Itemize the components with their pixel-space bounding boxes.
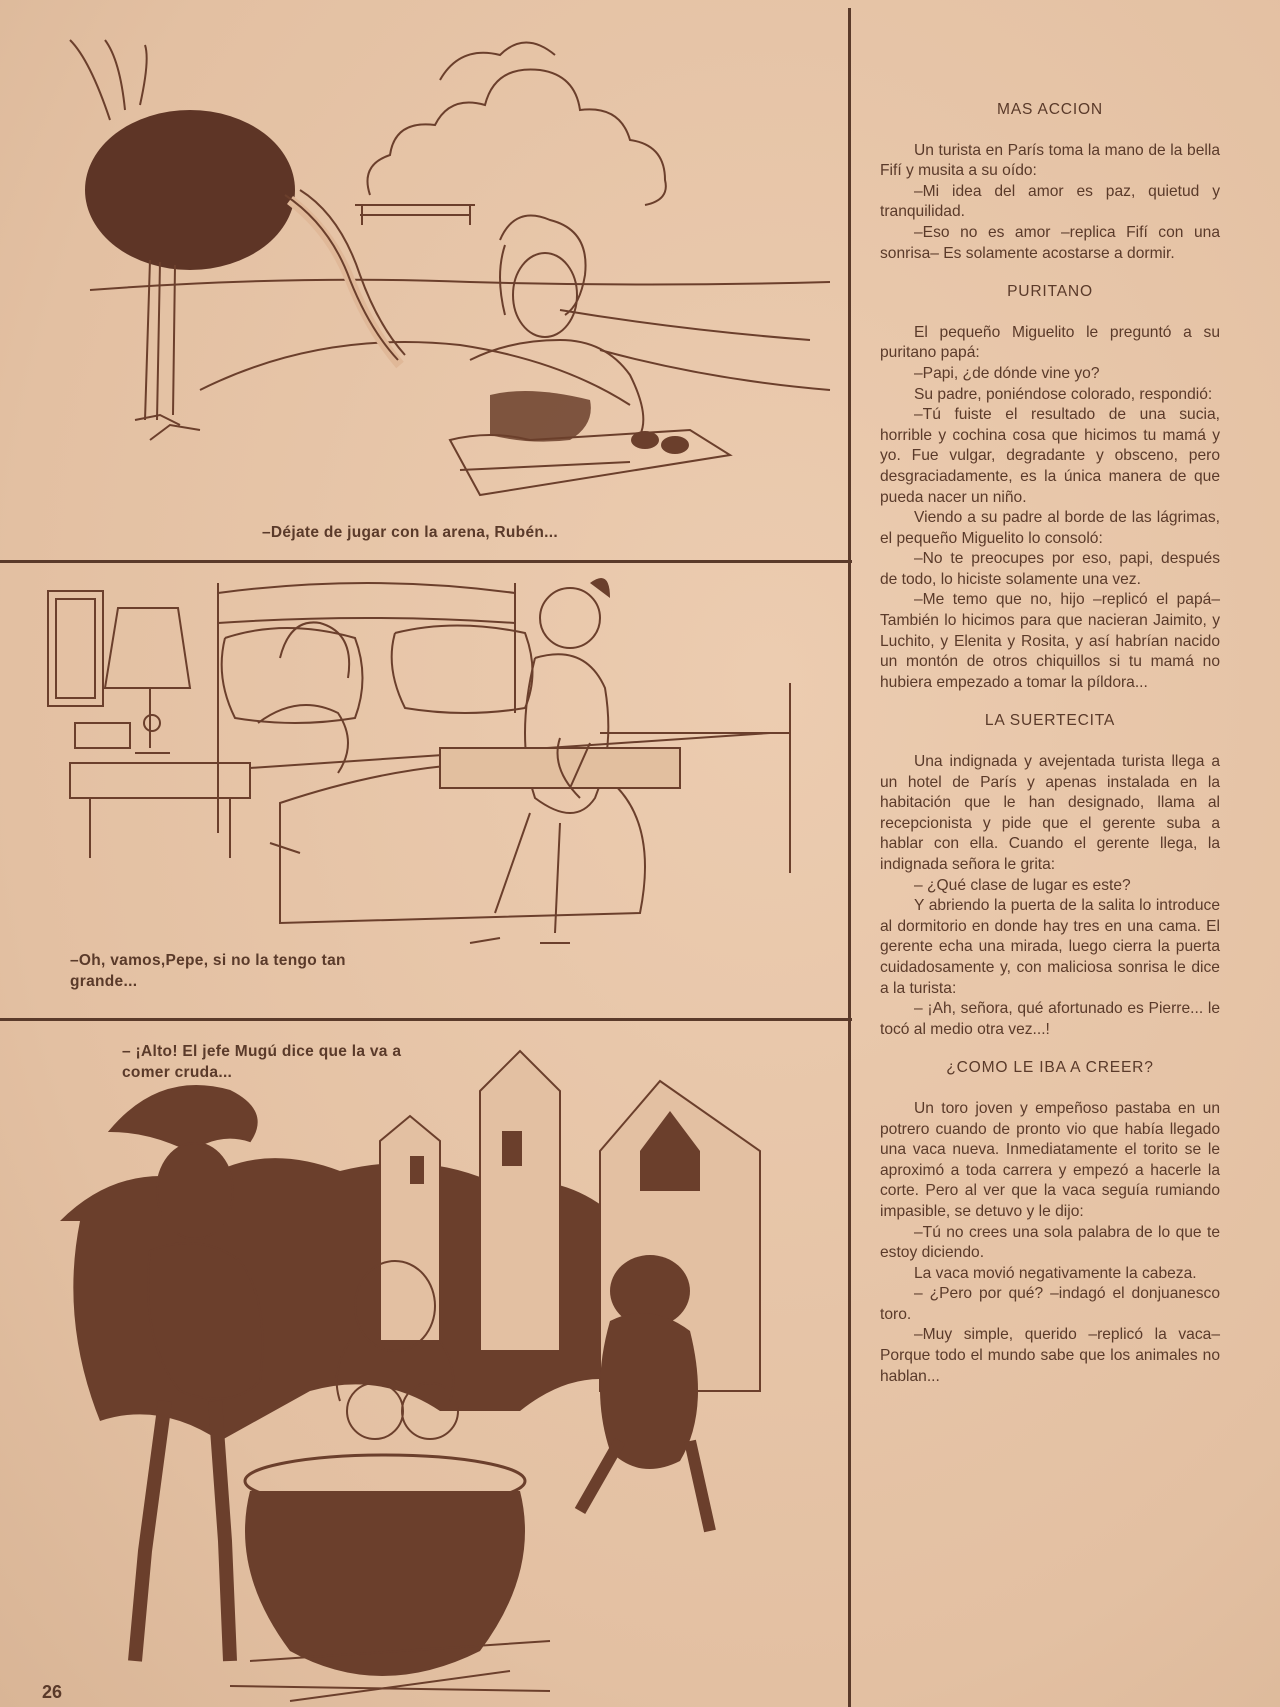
page-number: 26 xyxy=(42,1682,63,1702)
cartoon-panel-beach xyxy=(0,0,848,560)
story-paragraph: La vaca movió negativamente la cabeza. xyxy=(914,1264,1197,1282)
story-paragraph: Su padre, poniéndose colorado, respondió: xyxy=(914,385,1213,403)
beach-illustration xyxy=(0,0,848,560)
story-paragraph: – ¿Pero por qué? –indagó el donjuanesco toro. xyxy=(880,1285,1220,1323)
story-paragraph: –Tú fuiste el resultado de una sucia, horrible y cochina cosa que hicimos tu mamá y yo. Fue vulgar, degradante y obsceno, pero desgraciadamente, es la única manera de que pueda nacer un niño. xyxy=(880,406,1220,506)
caption-beach: –Déjate de jugar con la arena, Rubén... xyxy=(262,524,558,541)
story-paragraph: Y abriendo la puerta de la salita lo introduce al dormitorio en donde hay tres en una cama. El gerente echa una mirada, luego cierra la puerta cuidadosamente y, con maliciosa sonrisa le dice a la turista: xyxy=(880,897,1220,997)
story-paragraph: –Mi idea del amor es paz, quietud y tranquilidad. xyxy=(880,182,1220,221)
story-paragraph: –Me temo que no, hijo –replicó el papá– También lo hicimos para que nacieran Jaimito, y Luchito, y Elenita y Rosita, y así habrían nacido un montón de otros chiquillos si tu mamá no hubiera empezado a tomar la píldora... xyxy=(880,591,1220,691)
cannibal-illustration xyxy=(0,1021,848,1707)
story-paragraph: Viendo a su padre al borde de las lágrimas, el pequeño Miguelito lo consoló: xyxy=(880,509,1220,547)
story-puritano xyxy=(880,282,1220,693)
story-paragraph: –Eso no es amor –replica Fifí con una sonrisa– Es solamente acostarse a dormir. xyxy=(880,223,1220,262)
cartoon-panel-bedroom xyxy=(0,563,848,1018)
story-paragraph: Una indignada y avejentada turista llega a un hotel de París y apenas instalada en la habitación que le han designado, llama al recepcionista y pide que el gerente suba a hablar con ella. Cuando el gerente llega, la indignada señora le grita: xyxy=(880,753,1220,873)
story-paragraph: –Papi, ¿de dónde vine yo? xyxy=(914,364,1100,382)
story-paragraph: El pequeño Miguelito le preguntó a su puritano papá: xyxy=(880,323,1220,362)
caption-cannibal: – ¡Alto! El jefe Mugú dice que la va a comer cruda... xyxy=(122,1043,402,1081)
story-paragraph: Un turista en París toma la mano de la bella Fifí y musita a su oído: xyxy=(880,141,1220,180)
story-paragraph: Un toro joven y empeñoso pastaba en un potrero cuando de pronto vio que había llegado una vaca nueva. Inmediatamente el torito se le aproximó a toda carrera y empezó a hacerle la corte. Pero al ver que la vaca seguía rumiando impasible, se detuvo y le dijo: xyxy=(880,1099,1220,1220)
story-paragraph: –No te preocupes por eso, papi, después de todo, lo hiciste solamente una vez. xyxy=(880,550,1220,588)
story-como-le-iba-a-creer xyxy=(880,1058,1220,1387)
story-title: LA SUERTECITA xyxy=(984,712,1116,730)
story-paragraph: –Muy simple, querido –replicó la vaca– Porque todo el mundo sabe que los animales no hablan... xyxy=(880,1326,1220,1385)
story-title: MAS ACCION xyxy=(997,101,1103,118)
story-paragraph: –Tú no crees una sola palabra de lo que te estoy diciendo. xyxy=(880,1223,1220,1262)
story-la-suertecita xyxy=(880,711,1220,1040)
story-paragraph: – ¿Qué clase de lugar es este? xyxy=(914,876,1131,894)
story-paragraph: – ¡Ah, señora, qué afortunado es Pierre... le tocó al medio otra vez...! xyxy=(880,1000,1220,1038)
jokes-column xyxy=(880,100,1220,1387)
story-mas-accion xyxy=(880,100,1220,264)
cartoon-panel-cannibal xyxy=(0,1021,848,1707)
column-divider xyxy=(848,8,851,1707)
story-title: PURITANO xyxy=(1007,283,1093,301)
story-title: ¿COMO LE IBA A CREER? xyxy=(946,1059,1154,1077)
caption-bedroom: –Oh, vamos,Pepe, si no la tengo tan grande... xyxy=(70,952,346,990)
